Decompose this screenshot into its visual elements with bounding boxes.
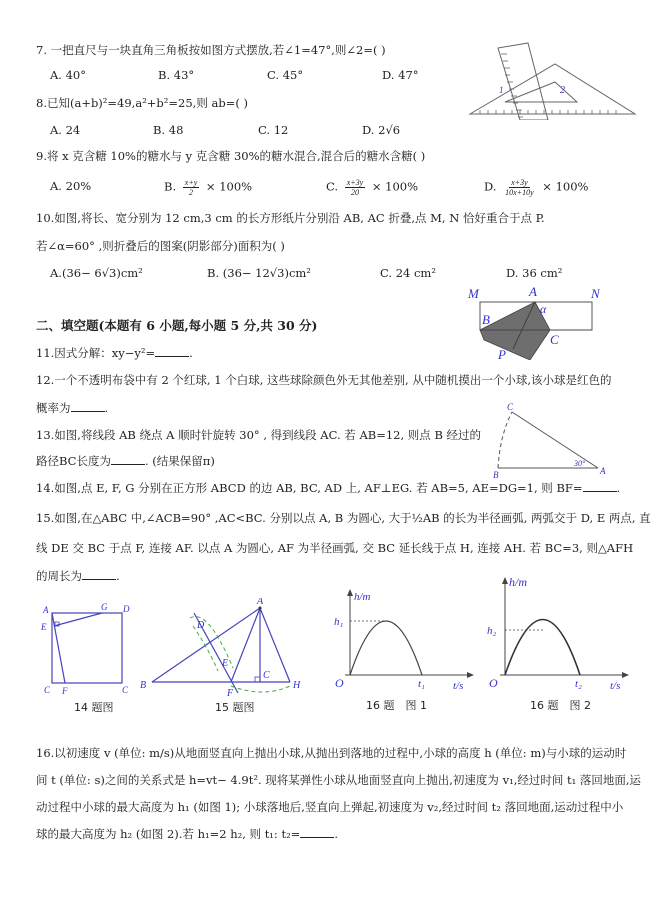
q14-stem-text: 14.如图,点 E, F, G 分别在正方形 ABCD 的边 AB, BC, AD 上, AF⊥EG. 若 AB=5, AE=DG=1, 则 BF= [36,481,583,495]
q14-stem-end: . [616,481,621,495]
q9-option-d-fraction [503,178,536,197]
q14-label-a: A [43,605,49,615]
q7-figure-ruler-triangle [465,38,645,120]
q8-stem: 8.已知(a+b)²=49,a²+b²=25,则 ab=( ) [36,96,248,110]
q10-label-n: N [591,286,600,301]
q10-label-m: M [468,286,479,301]
q9-stem: 9.将 x 克含糖 10%的糖水与 y 克含糖 30%的糖水混合,混合后的糖水含糖( ) [36,149,426,163]
q13-line1: 13.如图,将线段 AB 绕点 A 顺时针旋转 30° , 得到线段 AC. 若 AB=12, 则点 B 经过的 [36,428,482,442]
q15-label-c: C [263,670,270,681]
q9-option-a-value: 20% [65,179,92,193]
q14-caption: 14 题图 [74,701,114,714]
q9-option-b-prefix: B. [164,179,177,194]
q7-option-b: B. 43° [158,68,195,82]
q12-line2-text: 概率为 [36,401,71,415]
q16-g2-origin: O [489,676,498,690]
q13-line2-end: . (结果保留π) [144,454,215,468]
q14-label-e: E [41,622,47,632]
q12-answer-blank[interactable] [71,400,105,412]
q15-label-a: A [257,598,264,607]
q15-label-h: H [293,680,301,691]
q10-option-d: D. 36 cm² [506,266,563,280]
q7-option-a: A. 40° [50,68,86,82]
q16-graph-2 [485,572,635,690]
q16-line4-end: . [334,827,338,841]
q16-answer-blank[interactable] [300,826,334,838]
q12-line2-end: . [104,401,109,415]
q9-option-c-prefix: C. [326,179,339,194]
q7-angle-1-label: 1 [499,85,504,95]
q11-stem-text: 11.因式分解：xy−y²= [36,346,156,360]
q7-option-d: D. 47° [382,68,419,82]
q9-option-c [326,178,418,197]
q10-figure-folded-paper [460,285,620,360]
q15-label-f: F [227,688,234,698]
q11-answer-blank[interactable] [155,345,189,357]
q8-option-a: A. 24 [50,123,81,137]
q16-line4-text: 球的最大高度为 h₂ (如图 2).若 h₁=2 h₂, 则 t₁: t₂= [36,827,301,841]
q10-label-p: P [498,347,506,360]
q9-option-d-suffix: × 100% [542,179,589,194]
q8-option-b: B. 48 [153,123,184,137]
q15-line1: 15.如图,在△ABC 中,∠ACB=90° ,AC<BC. 分别以点 A, B 为圆心, 大于½AB 的长为半径画弧, 两弧交于 D, E 两点, 直 [36,511,651,525]
q15-label-b: B [140,680,147,691]
q9-option-b-numerator: x+y [184,178,198,187]
q15-caption: 15 题图 [215,701,255,714]
q13-line2 [36,453,215,469]
q12-line2 [36,400,108,416]
q14-stem [36,480,620,496]
q10-option-c: C. 24 cm² [380,266,436,280]
q13-label-angle: 30° [574,459,586,468]
q16-g2-peak-label: h₂ [487,625,497,637]
q9-option-b-fraction [183,178,200,197]
q13-figure-rotation [488,400,618,480]
q15-line3 [36,568,120,584]
q8-option-c: C. 12 [258,123,289,137]
q14-figure-square [38,600,138,700]
q15-line2: 线 DE 交 BC 于点 F, 连接 AF. 以点 A 为圆心, AF 为半径画弧, 交 BC 延长线于点 H, 连接 AH. 若 BC=3, 则△AFH [36,541,634,555]
q16-g1-ylabel: h/m [354,591,371,603]
q10-label-b: B [482,312,490,327]
q16-line3: 动过程中小球的最大高度为 h₁ (如图 1); 小球落地后,竖直向上弹起,初速度为 v₂,经过时间 t₂ 落回地面,运动过程中小 [36,800,624,814]
q10-stem-line1: 10.如图,将长、宽分别为 12 cm,3 cm 的长方形纸片分别沿 AB, AC 折叠,点 M, N 恰好重合于点 P. [36,211,545,225]
q10-label-alpha: α [540,302,547,316]
q16-line4 [36,826,338,842]
q14-label-g: G [101,602,108,612]
q13-label-b: B [493,470,499,480]
q9-option-b [164,178,252,197]
q10-label-a: A [529,285,537,299]
q7-stem: 7. 一把直尺与一块直角三角板按如图方式摆放,若∠1=47°,则∠2=( ) [36,43,386,57]
q15-answer-blank[interactable] [82,568,116,580]
q15-label-d: D [197,620,205,631]
q13-label-c: C [507,402,514,412]
q14-label-c-right: C [122,685,129,695]
q14-label-f: F [62,686,68,696]
q16-graph-2-caption: 16 题 图 2 [530,699,591,712]
q13-label-a: A [600,466,606,476]
q16-line1: 16.以初速度 v (单位: m/s)从地面竖直向上抛出小球,从抛出到落地的过程中,小球的高度 h (单位: m)与小球的运动时 [36,746,627,760]
q14-label-d: D [123,604,130,614]
q7-angle-2-label: 2 [560,85,565,96]
q9-option-d-denominator: 10x+10y [505,188,534,197]
q14-label-c-left: C [44,685,51,695]
section-2-heading: 二、填空题(本题有 6 小题,每小题 5 分,共 30 分) [36,318,318,333]
q16-g2-xlabel: t/s [610,680,621,690]
q15-figure-triangle [138,598,318,698]
q16-g1-end-label: t₁ [418,678,425,690]
q10-option-b: B. (36− 12√3)cm² [207,266,311,280]
q12-line1: 12.一个不透明布袋中有 2 个红球, 1 个白球, 这些球除颜色外无其他差别, 从中随机摸出一个小球,该小球是红色的 [36,373,612,387]
q9-option-a-prefix: A. [50,179,62,193]
q14-answer-blank[interactable] [583,480,617,492]
q15-line3-end: . [116,569,120,583]
q11-stem [36,345,193,361]
q13-answer-blank[interactable] [111,453,145,465]
q15-line3-text: 的周长为 [36,569,82,583]
q9-option-b-denominator: 2 [189,188,194,197]
q9-option-c-numerator: x+3y [346,178,364,187]
q9-option-c-suffix: × 100% [371,179,419,194]
q9-option-c-denominator: 20 [350,188,359,197]
q9-option-d [484,178,588,197]
q9-option-c-fraction [345,178,366,197]
q16-graph-1-caption: 16 题 图 1 [366,699,427,712]
q7-option-c: C. 45° [267,68,304,82]
q16-g1-xlabel: t/s [453,680,464,690]
q10-stem-line2: 若∠α=60° ,则折叠后的图案(阴影部分)面积为( ) [36,239,285,253]
q9-option-d-numerator: x+3y [511,178,528,187]
q13-line2-text: 路径BC长度为 [36,454,111,468]
q9-option-b-suffix: × 100% [205,179,253,194]
q10-label-c: C [550,332,559,347]
q16-graph-1 [330,585,480,690]
q8-option-d: D. 2√6 [362,123,401,137]
q9-option-a [50,178,91,194]
q16-g1-peak-label: h₁ [334,616,344,628]
q9-option-d-prefix: D. [484,179,497,194]
q16-g2-end-label: t₂ [575,678,582,690]
q15-label-e: E [222,658,229,669]
q16-line2: 间 t (单位: s)之间的关系式是 h=vt− 4.9t². 现将某弹性小球从地面竖直向上抛出,初速度为 v₁,经过时间 t₁ 落回地面,运 [36,773,642,787]
q11-stem-end: . [189,346,193,360]
q10-option-a: A.(36− 6√3)cm² [50,266,143,280]
q16-g2-ylabel: h/m [509,575,527,589]
q16-g1-origin: O [335,676,344,690]
